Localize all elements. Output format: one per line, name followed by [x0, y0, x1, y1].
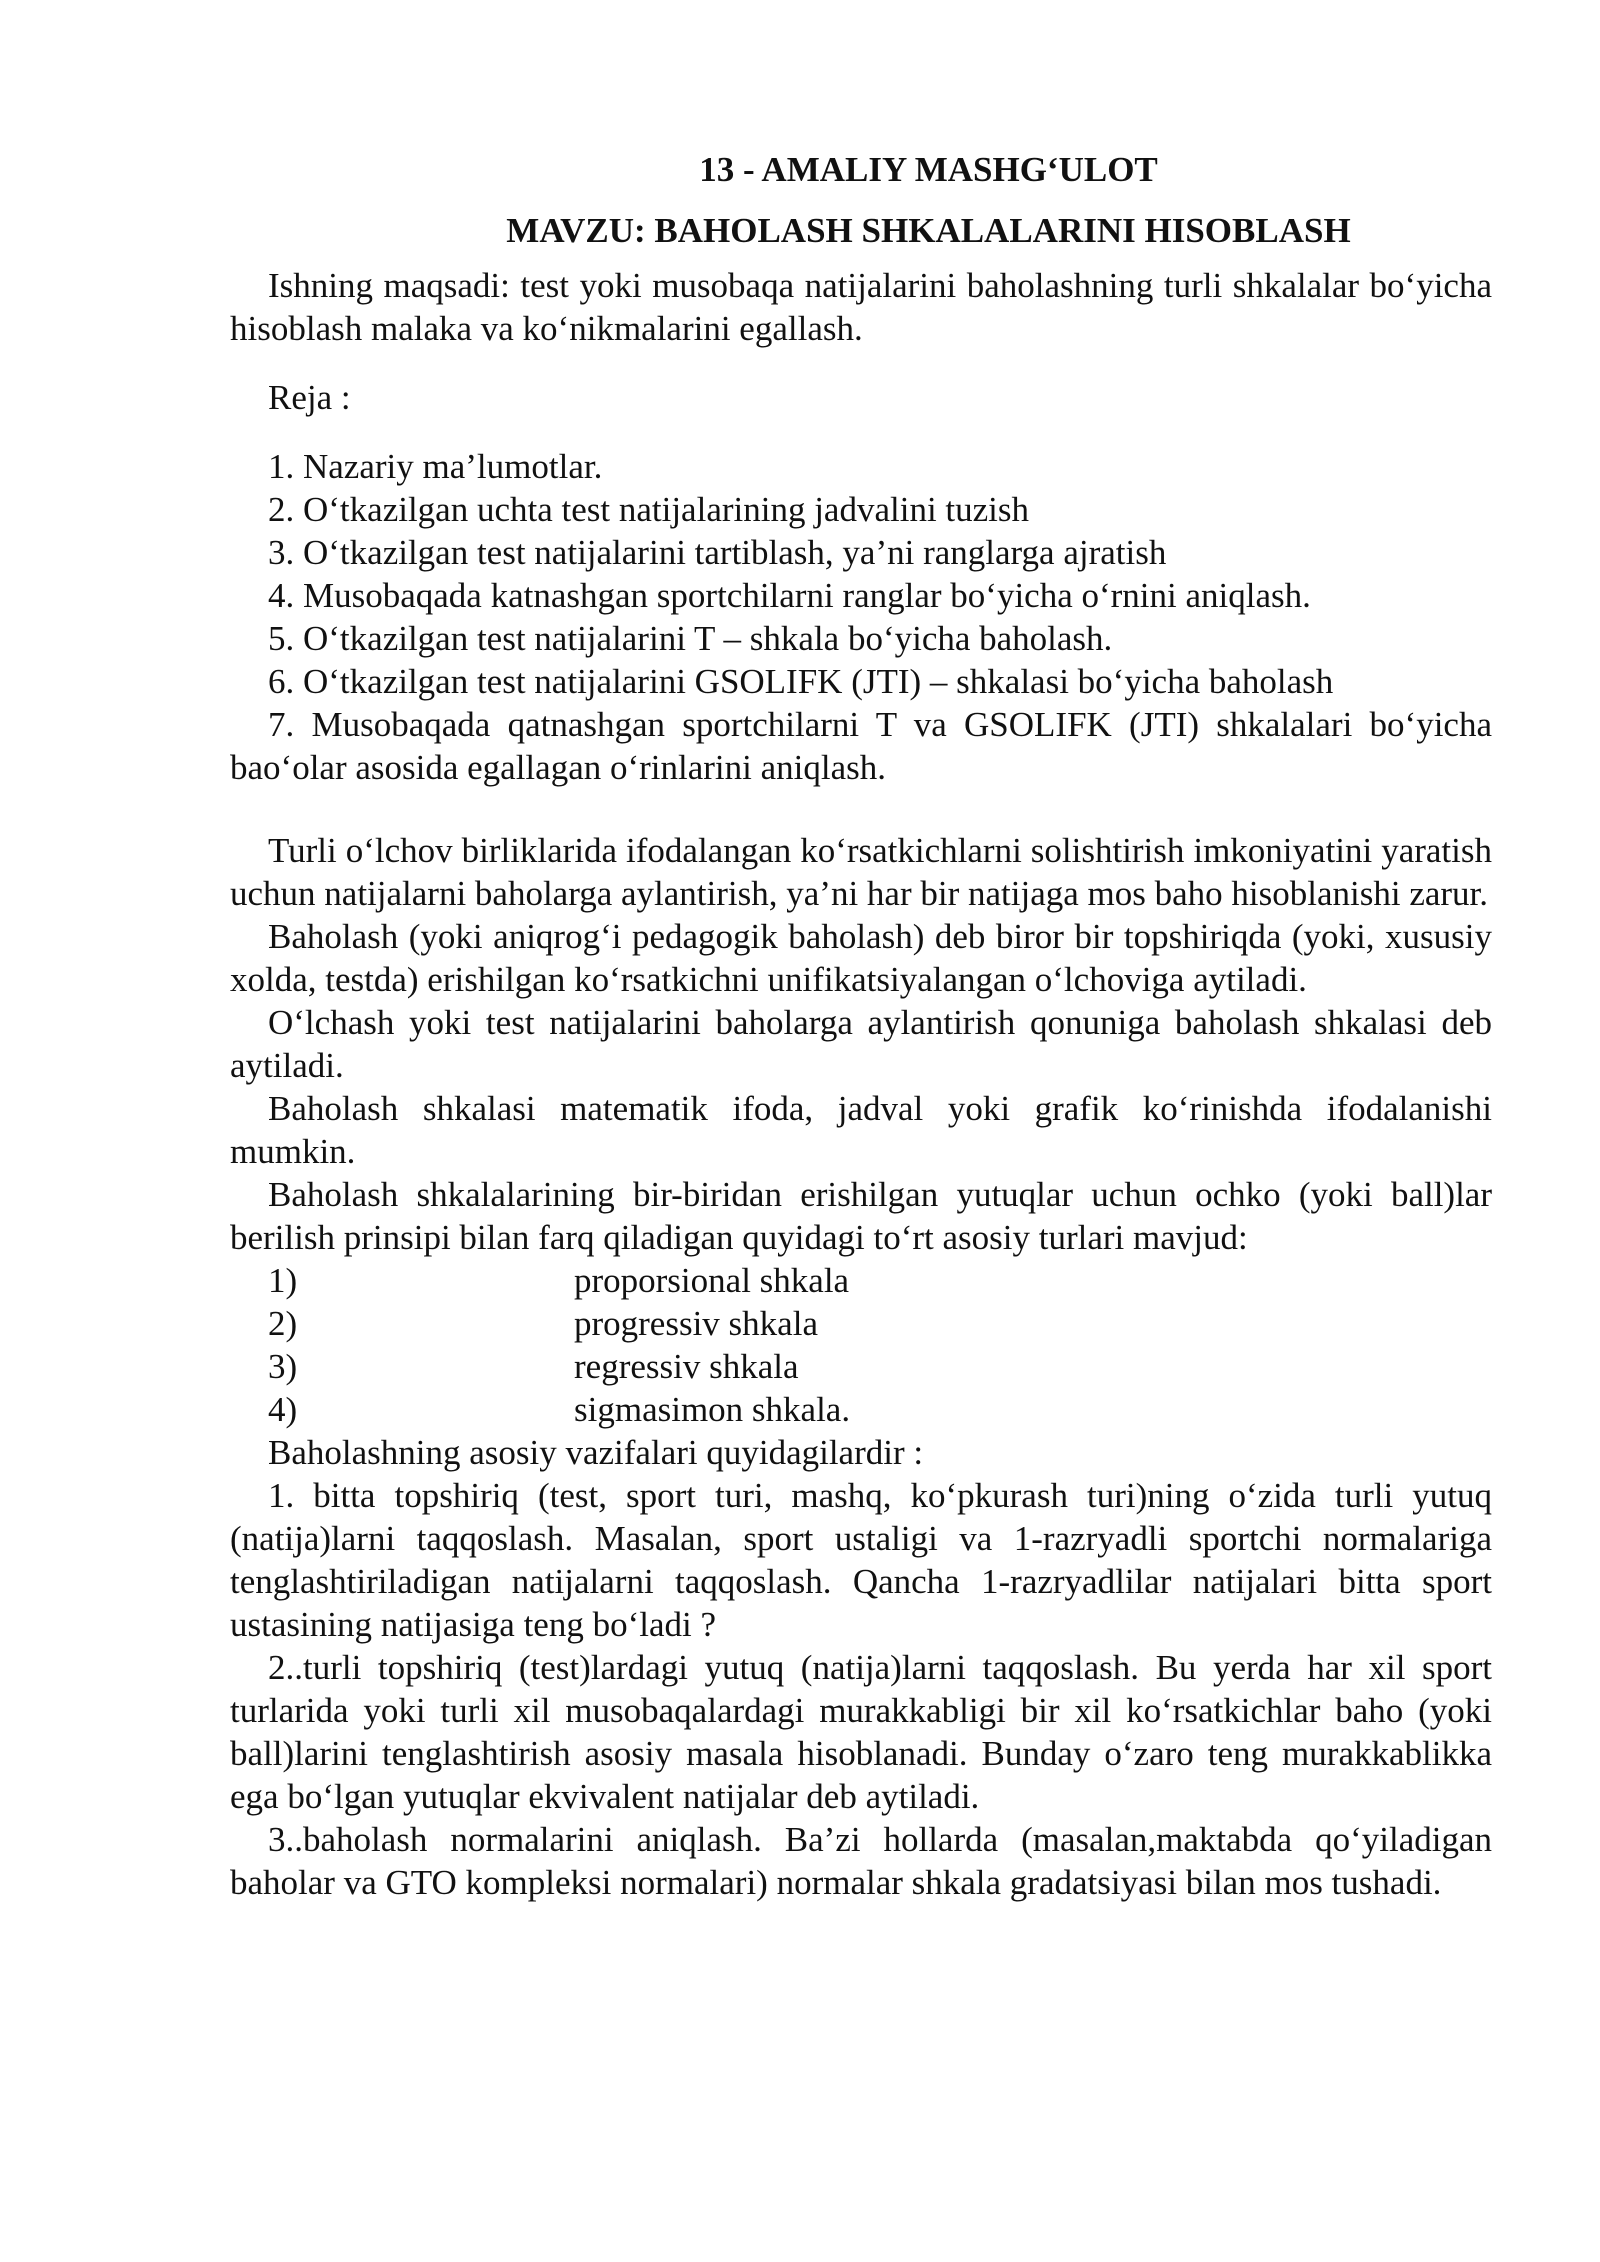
scale-type-item	[230, 1345, 1492, 1388]
scale-type-number: 1)	[268, 1261, 298, 1300]
body-paragraph: Baholash (yoki aniqrog‘i pedagogik baholash) deb biror bir topshiriqda (yoki, xususiy xolda, testda) erishilgan ko‘rsatkichni unifikatsiyalangan o‘lchoviga aytiladi.	[230, 917, 1492, 999]
body-paragraph: Baholash shkalasi matematik ifoda, jadval yoki grafik ko‘rinishda ifodalanishi mumkin.	[230, 1089, 1492, 1171]
scale-type-name: proporsional shkala	[574, 1261, 850, 1300]
plan-item: 2. O‘tkazilgan uchta test natijalarining jadvalini tuzish	[268, 490, 1030, 529]
plan-list	[230, 445, 1492, 789]
scale-types-list	[230, 1259, 1492, 1431]
body-paragraph: Turli o‘lchov birliklarida ifodalangan ko‘rsatkichlarni solishtirish imkoniyatini yaratish uchun natijalarni baholarga aylantirish, ya’ni har bir natijaga mos baho hisoblanishi zarur.	[230, 831, 1492, 913]
topic-title: MAVZU: BAHOLASH SHKALALARINI HISOBLASH	[506, 211, 1351, 250]
plan-item: 4. Musobaqada katnashgan sportchilarni ranglar bo‘yicha o‘rnini aniqlash.	[268, 576, 1311, 615]
scale-type-item	[230, 1259, 1492, 1302]
scale-type-item	[230, 1302, 1492, 1345]
scale-type-name: regressiv shkala	[574, 1347, 799, 1386]
practical-lesson-title: 13 - AMALIY MASHG‘ULOT	[699, 150, 1158, 189]
scale-type-number: 3)	[268, 1347, 298, 1386]
plan-item: 3. O‘tkazilgan test natijalarini tartiblash, ya’ni ranglarga ajratish	[268, 533, 1167, 572]
task-paragraph: 1. bitta topshiriq (test, sport turi, mashq, ko‘pkurash turi)ning o‘zida turli yutuq (natija)larni taqqoslash. Masalan, sport ustaligi va 1-razryadli sportchi normalariga tenglashtiriladigan natijalarni taqqoslash. Qancha 1-razryadlilar natijalari bitta sport ustasining natijasiga teng bo‘ladi ?	[230, 1476, 1492, 1644]
scale-type-number: 2)	[268, 1304, 298, 1343]
tasks-heading: Baholashning asosiy vazifalari quyidagilardir :	[268, 1433, 924, 1472]
body-paragraph: Baholash shkalalarining bir-biridan erishilgan yutuqlar uchun ochko (yoki ball)lar berilish prinsipi bilan farq qiladigan quyidagi to‘rt asosiy turlari mavjud:	[230, 1175, 1492, 1257]
plan-item: 5. O‘tkazilgan test natijalarini T – shkala bo‘yicha baholash.	[268, 619, 1113, 658]
task-paragraph: 2..turli topshiriq (test)lardagi yutuq (natija)larni taqqoslash. Bu yerda har xil sport turlarida yoki turli xil musobaqalardagi murakkabligi bir xil ko‘rsatkichlar baho (yoki ball)larini tenglashtirish asosiy masala hisoblanadi. Bunday o‘zaro teng murakkablikka ega bo‘lgan yutuqlar ekvivalent natijalar deb aytiladi.	[230, 1648, 1492, 1816]
scale-type-item	[230, 1388, 1492, 1431]
goal-paragraph: Ishning maqsadi: test yoki musobaqa natijalarini baholashning turli shkalalar bo‘yicha hisoblash malaka va ko‘nikmalarini egallash.	[230, 266, 1492, 348]
scale-type-number: 4)	[268, 1390, 298, 1429]
scale-type-name: progressiv shkala	[574, 1304, 818, 1343]
task-paragraph: 3..baholash normalarini aniqlash. Ba’zi hollarda (masalan,maktabda qo‘yiladigan baholar va GTO kompleksi normalari) normalar shkala gradatsiyasi bilan mos tushadi.	[230, 1820, 1492, 1902]
plan-item: 6. O‘tkazilgan test natijalarini GSOLIFK (JTI) – shkalasi bo‘yicha baholash	[268, 662, 1334, 701]
plan-heading: Reja :	[268, 378, 351, 417]
scale-type-name: sigmasimon shkala.	[574, 1390, 851, 1429]
plan-item: 1. Nazariy ma’lumotlar.	[268, 447, 603, 486]
body-paragraph: O‘lchash yoki test natijalarini baholarga aylantirish qonuniga baholash shkalasi deb aytiladi.	[230, 1003, 1492, 1085]
plan-item: 7. Musobaqada qatnashgan sportchilarni T va GSOLIFK (JTI) shkalalari bo‘yicha bao‘olar asosida egallagan o‘rinlarini aniqlash.	[230, 705, 1492, 787]
